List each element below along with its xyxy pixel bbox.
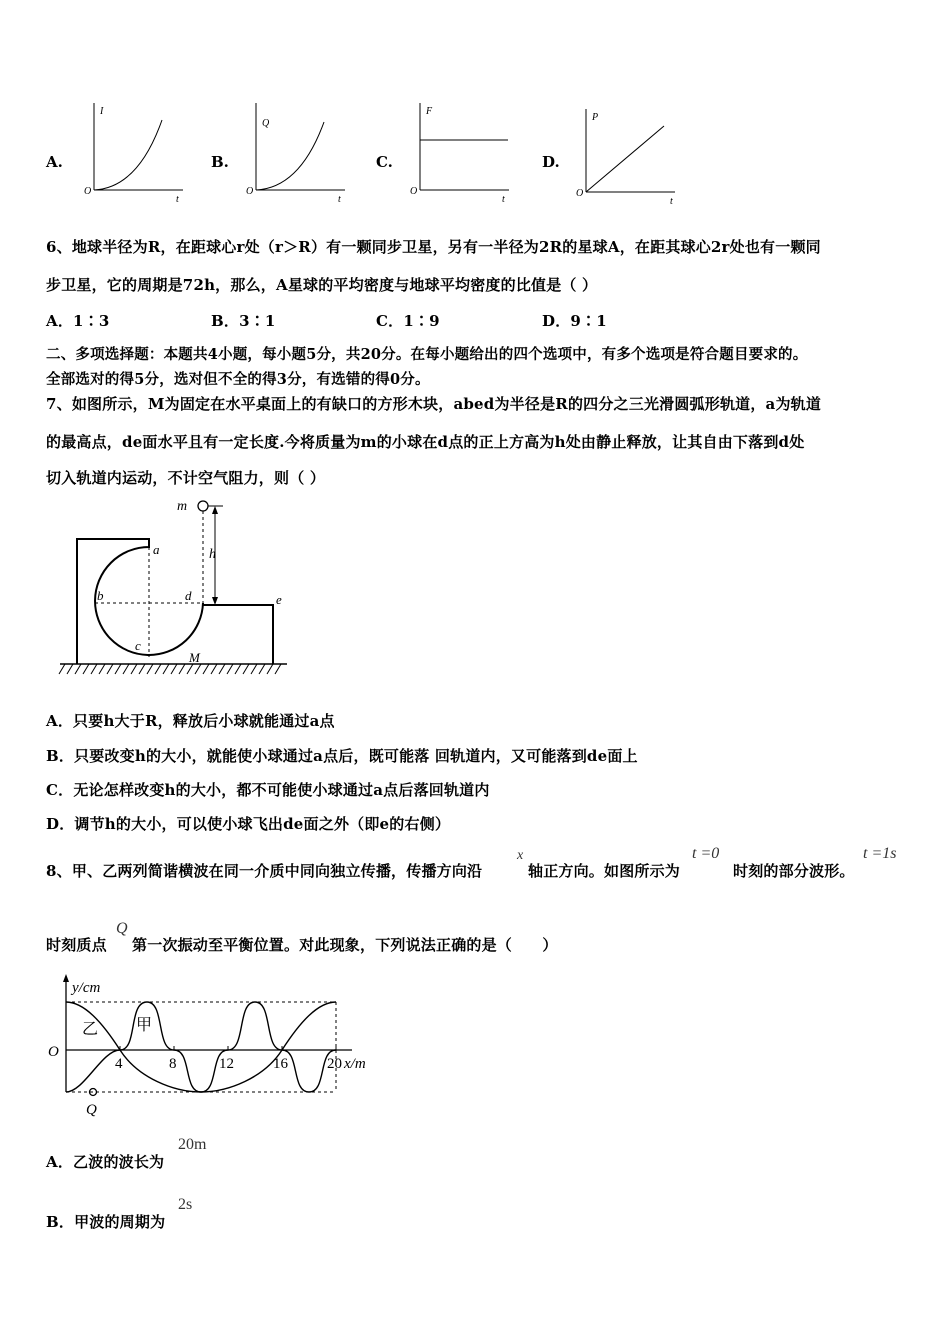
q7-stem-line3: 切入轨道内运动，不计空气阻力，则（ ） [46, 469, 326, 487]
q6-option-d[interactable]: D．9∶1 [542, 312, 607, 330]
q8-option-a-value: 20m [178, 1136, 207, 1153]
q8-stem-line1b: 轴正方向。如图所示为 [528, 862, 681, 880]
q5-b-ylabel: Q [262, 118, 270, 129]
q8-var-Q: Q [116, 920, 128, 937]
q6-stem-line1: 6、地球半径为R，在距球心r处（r＞R）有一颗同步卫星，另有一半径为2R的星球A，在距其球心2r处也有一颗同 [46, 238, 821, 256]
q7-label-d: d [185, 588, 192, 603]
q5-c-origin: O [410, 186, 418, 197]
q7-label-e: e [276, 592, 282, 607]
q7-track-figure [55, 492, 295, 682]
q8-stem-line1a: 8、甲、乙两列简谐横波在同一介质中同向独立传播，传播方向沿 [46, 862, 483, 880]
q5-option-c-label[interactable]: C. [376, 153, 393, 171]
q5-graph-a [78, 98, 188, 208]
q7-option-c[interactable]: C．无论怎样改变h的大小，都不可能使小球通过a点后落回轨道内 [46, 781, 490, 799]
q8-ylabel: y/cm [72, 980, 101, 996]
q5-graph-d [570, 104, 680, 214]
q7-option-b[interactable]: B．只要改变h的大小，就能使小球通过a点后，既可能落 回轨道内，又可能落到de面上 [46, 747, 638, 765]
q8-origin: O [48, 1044, 59, 1060]
q5-b-xlabel: t [338, 194, 341, 205]
q7-label-M: M [189, 650, 200, 665]
q8-option-a-text[interactable]: A．乙波的波长为 [46, 1153, 165, 1171]
q8-wave-yi-label: 乙 [82, 1021, 99, 1038]
q5-a-ylabel: I [100, 106, 104, 117]
q8-stem-line2b: 第一次振动至平衡位置。对此现象，下列说法正确的是（ ） [132, 936, 558, 954]
q8-stem-line1c: 时刻的部分波形。 [733, 862, 855, 880]
q5-d-origin: O [576, 188, 584, 199]
q5-option-a-label[interactable]: A. [46, 153, 63, 171]
q5-a-xlabel: t [176, 194, 179, 205]
q8-tick-4: 4 [115, 1056, 123, 1072]
q5-graph-b [240, 98, 350, 208]
q8-point-q-label: Q [86, 1102, 97, 1118]
section2-header-line2: 全部选对的得5分，选对但不全的得3分，有选错的得0分。 [46, 371, 430, 388]
q5-graph-c [404, 98, 514, 208]
q6-option-a[interactable]: A．1∶3 [46, 312, 110, 330]
section2-header-line1: 二、多项选择题：本题共4小题，每小题5分，共20分。在每小题给出的四个选项中，有多个选项是符合题目要求的。 [46, 346, 808, 363]
q5-d-xlabel: t [670, 196, 673, 207]
q7-stem-line1: 7、如图所示，M为固定在水平桌面上的有缺口的方形木块，abed为半径是R的四分之三光滑圆弧形轨道，a为轨道 [46, 395, 822, 413]
q6-stem-line2: 步卫星，它的周期是72h，那么，A星球的平均密度与地球平均密度的比值是（ ） [46, 276, 598, 294]
q8-tick-20: 20 [327, 1056, 342, 1072]
q5-option-d-label[interactable]: D. [542, 153, 560, 171]
q8-tick-16: 16 [273, 1056, 288, 1072]
q6-option-c[interactable]: C．1∶9 [376, 312, 440, 330]
q5-d-ylabel: P [592, 112, 599, 123]
q5-b-origin: O [246, 186, 254, 197]
q7-option-a[interactable]: A．只要h大于R，释放后小球就能通过a点 [46, 712, 335, 730]
q8-option-b-value: 2s [178, 1196, 193, 1213]
q8-tick-8: 8 [169, 1056, 177, 1072]
q5-option-b-label[interactable]: B. [211, 153, 229, 171]
q5-c-ylabel: F [426, 106, 433, 117]
q5-a-origin: O [84, 186, 92, 197]
q7-option-d[interactable]: D．调节h的大小，可以使小球飞出de面之外（即e的右侧） [46, 815, 451, 833]
q5-c-xlabel: t [502, 194, 505, 205]
q8-t0: t =0 [692, 845, 720, 862]
q7-label-b: b [97, 588, 104, 603]
q7-stem-line2: 的最高点，de面水平且有一定长度.今将质量为m的小球在d点的正上方高为h处由静止释放，让其自由下落到d处 [46, 433, 805, 451]
q8-wave-jia-label: 甲 [136, 1017, 153, 1034]
q8-stem-line2a: 时刻质点 [46, 936, 107, 954]
q7-label-c: c [135, 638, 141, 653]
q8-var-x: x [517, 848, 524, 863]
q7-label-h: h [209, 547, 216, 562]
q8-xlabel: x/m [344, 1056, 366, 1072]
q8-option-b-text[interactable]: B．甲波的周期为 [46, 1213, 166, 1231]
q7-label-m: m [177, 499, 188, 514]
q8-t1: t =1s [863, 845, 897, 862]
q8-wave-figure [44, 972, 389, 1122]
q8-tick-12: 12 [219, 1056, 234, 1072]
q7-label-a: a [153, 542, 160, 557]
q6-option-b[interactable]: B．3∶1 [211, 312, 276, 330]
